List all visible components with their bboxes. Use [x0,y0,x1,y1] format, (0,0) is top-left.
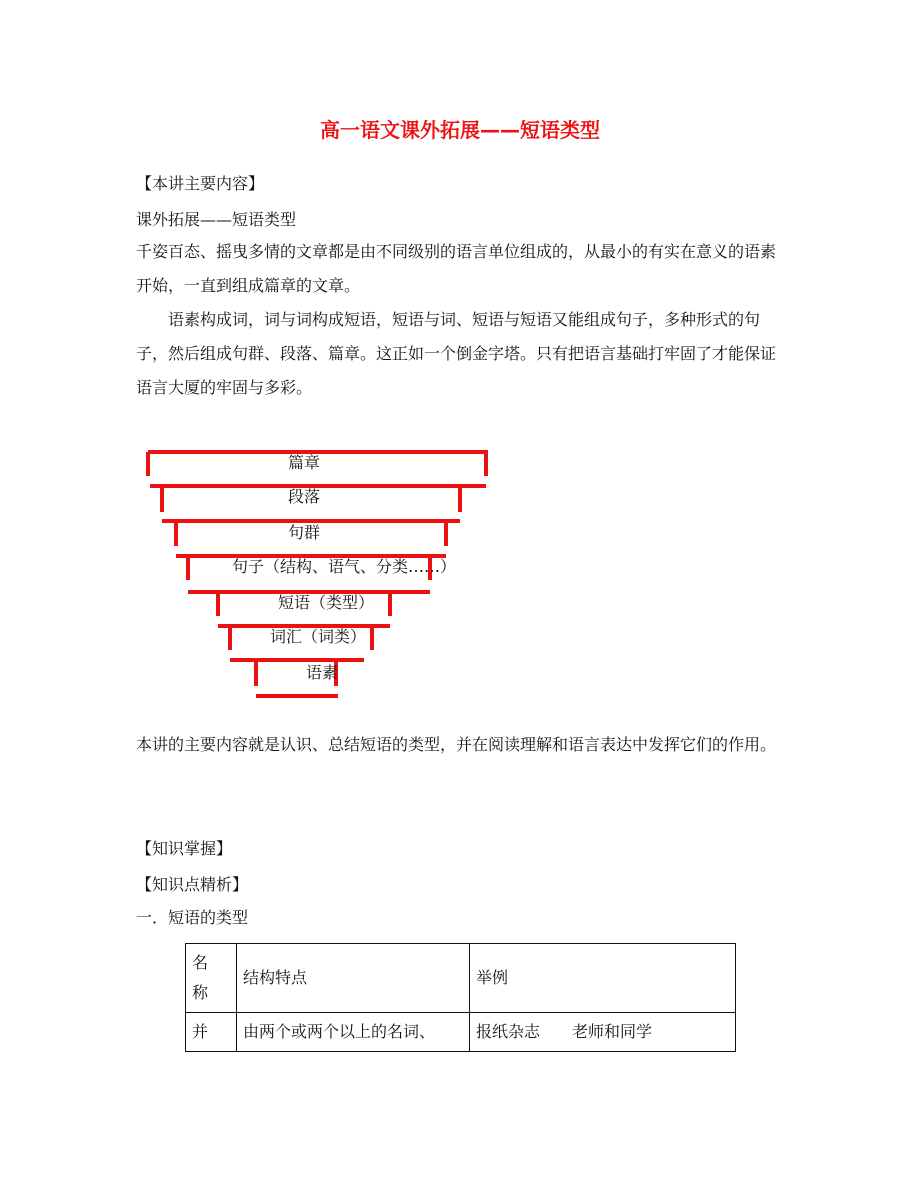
table-row [186,1013,736,1052]
header-name: 名称 [186,944,237,1013]
pyramid-level-paragraph: 段落 [288,487,321,506]
pyramid-level-morpheme: 语素 [306,663,339,682]
header-example: 举例 [470,944,736,1013]
phrase-types-table [185,943,736,1052]
heading-phrase-types: 一．短语的类型 [136,908,249,927]
pyramid-level-phrase: 短语（类型） [278,593,375,612]
row-structure-cell: 由两个或两个以上的名词、 [237,1013,470,1052]
document-title: 高一语文课外拓展——短语类型 [320,118,600,142]
section-main-content: 【本讲主要内容】 [136,174,265,193]
pyramid-level-sentence-group: 句群 [288,523,321,542]
header-structure: 结构特点 [237,944,470,1013]
pyramid-level-chapter: 篇章 [288,453,321,472]
pyramid-level-vocabulary: 词汇（词类） [270,627,367,646]
table-header-row [186,944,736,1013]
paragraph-3: 本讲的主要内容就是认识、总结短语的类型，并在阅读理解和语言表达中发挥它们的作用。 [136,735,777,754]
paragraph-1: 千姿百态、摇曳多情的文章都是由不同级别的语言单位组成的，从最小的有实在意义的语素开始，一直到组成篇章的文章。 [136,242,777,295]
subtitle: 课外拓展——短语类型 [136,210,297,229]
row-name-cell: 并 [186,1013,237,1052]
section-knowledge: 【知识掌握】 [136,839,233,858]
pyramid-level-sentence: 句子（结构、语气、分类……） [232,557,457,576]
paragraph-2: 语素构成词，词与词构成短语，短语与词、短语与短语又能组成句子，多种形式的句子，然后组成句群、段落、篇章。这正如一个倒金字塔。只有把语言基础打牢固了才能保证语言大厦的牢固与多彩。 [136,310,777,397]
section-analysis: 【知识点精析】 [136,875,249,894]
inverted-pyramid-diagram [140,440,500,710]
row-example-cell: 报纸杂志 老师和同学 [470,1013,736,1052]
